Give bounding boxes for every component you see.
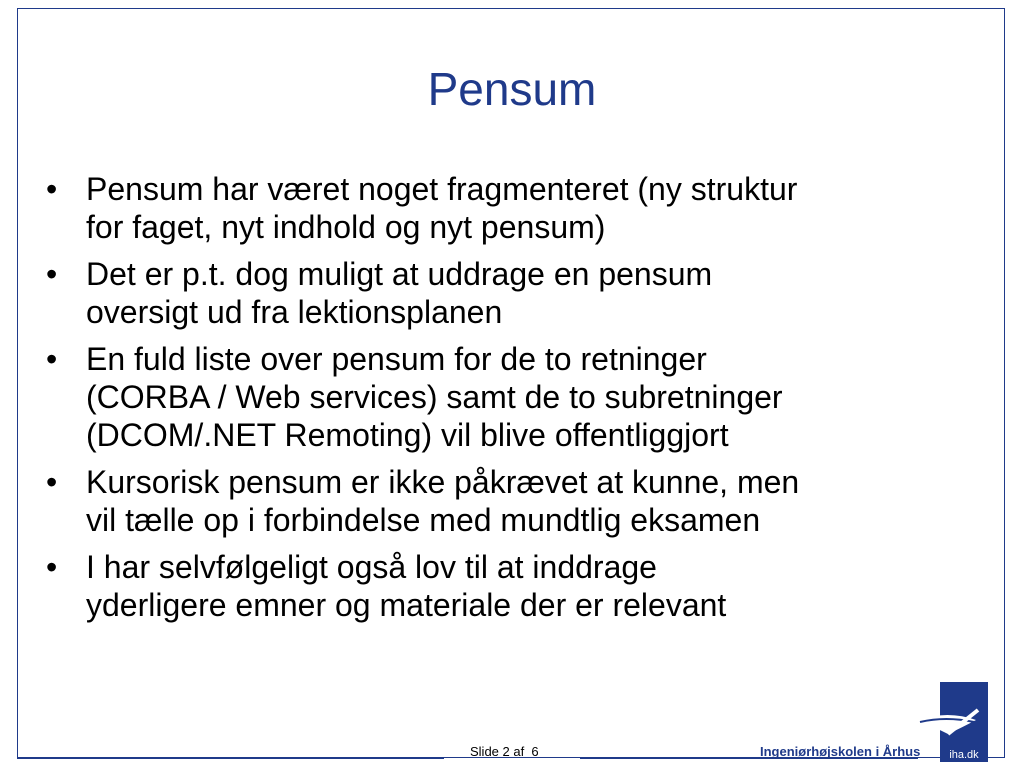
bullet-line: yderligere emner og materiale der er relevant (86, 587, 727, 623)
bullet-line: for faget, nyt indhold og nyt pensum) (86, 209, 606, 245)
bullet-line: (DCOM/.NET Remoting) vil blive offentliggjort (86, 417, 729, 453)
bullet-dot: • (46, 256, 58, 292)
iha-logo-icon (918, 682, 988, 762)
bullet-line: I har selvfølgeligt også lov til at inddrage (86, 549, 657, 585)
bullet-line: Det er p.t. dog muligt at uddrage en pensum (86, 256, 713, 292)
logo-text: iha.dk (949, 749, 979, 761)
bullet-dot: • (46, 549, 58, 585)
bullet-item (40, 340, 990, 454)
bullet-line: En fuld liste over pensum for de to retninger (86, 341, 707, 377)
bullet-dot: • (46, 464, 58, 500)
bullet-dot: • (46, 341, 58, 377)
bullet-item (40, 255, 990, 331)
bullet-item (40, 170, 990, 246)
bullet-dot: • (46, 171, 58, 207)
bullet-line: vil tælle op i forbindelse med mundtlig eksamen (86, 502, 761, 538)
bullet-line: Pensum har været noget fragmenteret (ny struktur (86, 171, 798, 207)
footer-divider-left (17, 757, 444, 759)
slide-number: Slide 2 af 6 (470, 744, 539, 759)
bullet-line: Kursorisk pensum er ikke påkrævet at kunne, men (86, 464, 800, 500)
organization-name: Ingeniørhøjskolen i Århus (760, 744, 921, 759)
bullet-list (40, 170, 990, 633)
bullet-line: (CORBA / Web services) samt de to subretninger (86, 379, 783, 415)
slide-title: Pensum (427, 63, 597, 115)
bullet-item (40, 463, 990, 539)
bullet-item (40, 548, 990, 624)
bullet-line: oversigt ud fra lektionsplanen (86, 294, 503, 330)
